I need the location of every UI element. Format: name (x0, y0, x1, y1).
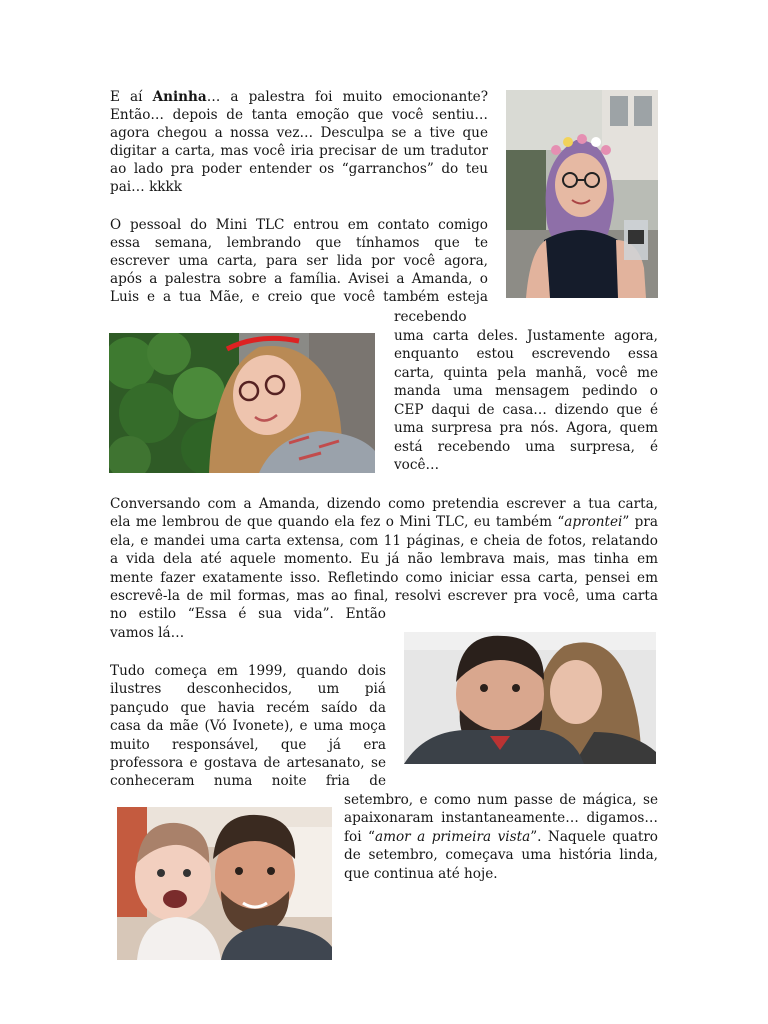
text-line: enquanto estou escrevendo essa (394, 346, 658, 362)
text-line: apaixonaram instantaneamente… digamos… (344, 810, 658, 826)
text-line: vamos lá… (110, 625, 185, 641)
text-line: professora e gostava de artesanato, se (110, 755, 386, 771)
text-line: conheceram numa noite fria de (110, 773, 386, 789)
italic-phrase: amor a primeira vista (374, 829, 531, 845)
text-line: carta, quinta pela manhã, você me (394, 365, 658, 381)
text-line (344, 828, 658, 846)
italic-word: aprontei (564, 514, 623, 530)
text-run: foi “ (344, 829, 375, 845)
text-line: CEP daqui de casa… dizendo que é (394, 402, 658, 418)
text-line: uma surpresa pra nós. Agora, quem (394, 420, 658, 436)
text-line: escrevê-la de mil formas, mas ao final, resolvi escrever pra você, uma carta (110, 588, 658, 604)
photo-girl-flower-crown (506, 90, 658, 298)
text-line: Luis e a tua Mãe, e creio que você também esteja (110, 289, 488, 305)
text-line: recebendo (394, 309, 467, 325)
text-line: de setembro, começava uma história linda, (344, 847, 658, 863)
text-line: ao lado pra poder entender os “garranchos” do teu (110, 161, 488, 177)
text-run: ” pra (622, 514, 658, 530)
text-line: agora chegou a nossa vez… Desculpa se a tive que (110, 125, 488, 141)
text-line: Conversando com a Amanda, dizendo como pretendia escrever a tua carta, (110, 496, 658, 512)
text-run: ela me lembrou de que quando ela fez o Mini TLC, eu também “ (110, 514, 565, 530)
text-line (110, 88, 488, 106)
text-line: está recebendo uma surpresa, é (394, 439, 658, 455)
text-line: pai… kkkk (110, 179, 183, 195)
text-line: setembro, e como num passe de mágica, se (344, 792, 658, 808)
text-line: manda uma mensagem pedindo o (394, 383, 658, 399)
text-line: a vida dela até aquele momento. Eu já não lembrava mais, mas tinha em (110, 551, 658, 567)
text-line: O pessoal do Mini TLC entrou em contato comigo (110, 217, 488, 233)
text-line: escrever uma carta, para ser lida por você agora, (110, 253, 488, 269)
text-line: uma carta deles. Justamente agora, (394, 328, 658, 344)
text-line: que continua até hoje. (344, 866, 498, 882)
text-line: digitar a carta, mas você iria precisar de um tradutor (110, 143, 488, 159)
text-line: ela, e mandei uma carta extensa, com 11 páginas, e cheia de fotos, relatando (110, 533, 658, 549)
text-line: pançudo que havia recém saído da (110, 700, 386, 716)
text-run: ”. Naquele quatro (530, 829, 658, 845)
photo-girl-glasses-hedge (109, 333, 375, 473)
text-line: após a palestra sobre a família. Avisei a Amanda, o (110, 271, 488, 287)
text-line: casa da mãe (Vó Ivonete), e uma moça (110, 718, 386, 734)
text-line: muito responsável, que já era (110, 737, 386, 753)
text-line: ilustres desconhecidos, um piá (110, 681, 386, 697)
name-bold: Aninha (152, 89, 207, 105)
text-run: E aí (110, 89, 153, 105)
text-line: Então… depois de tanta emoção que você sentiu… (110, 107, 488, 123)
text-line: no estilo “Essa é sua vida”. Então (110, 606, 386, 622)
text-line: você… (394, 457, 440, 473)
photo-couple-kiss (404, 632, 656, 764)
photo-father-baby (117, 807, 332, 960)
text-run: … a palestra foi muito emocionante? (206, 89, 488, 105)
text-line: Tudo começa em 1999, quando dois (110, 663, 386, 679)
text-line: mente fazer exatamente isso. Refletindo como iniciar essa carta, pensei em (110, 570, 658, 586)
text-line: essa semana, lembrando que tínhamos que te (110, 235, 488, 251)
text-line (110, 513, 658, 531)
